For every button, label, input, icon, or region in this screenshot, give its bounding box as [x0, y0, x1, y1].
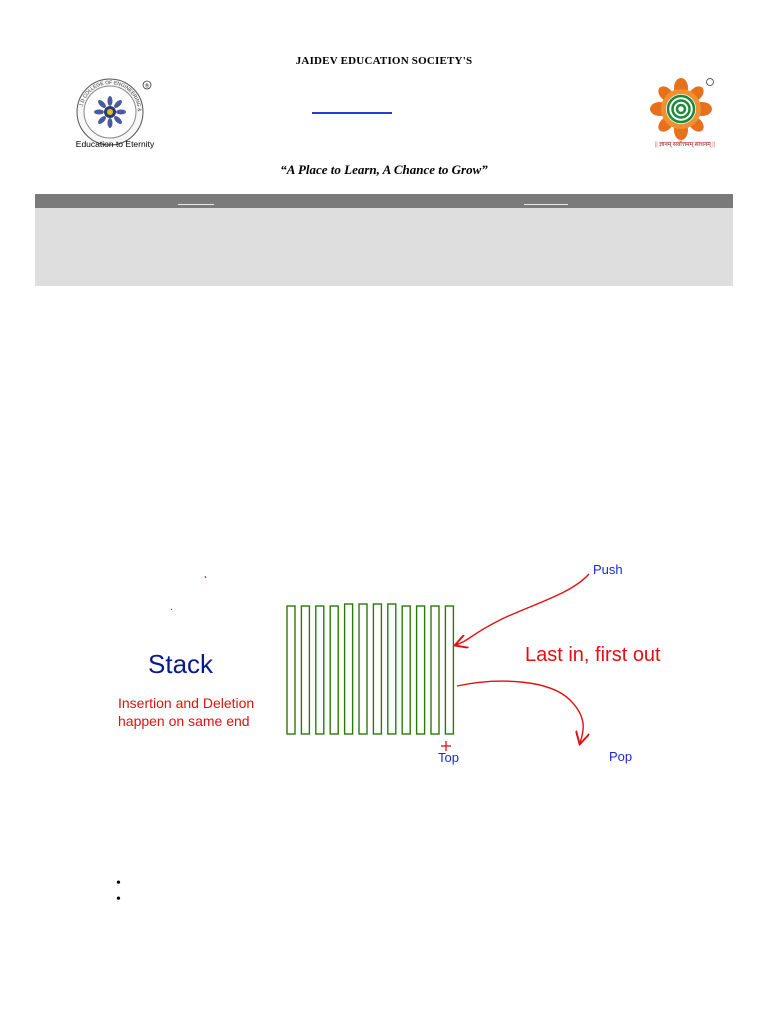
svg-text:J D COLLEGE OF ENGINEERING & M: J D COLLEGE OF ENGINEERING &: [78, 79, 143, 112]
stack-element: [417, 606, 425, 734]
stack-description-line1: Insertion and Deletion: [118, 695, 255, 711]
stack-element: [445, 606, 453, 734]
band-link-right[interactable]: [524, 204, 568, 205]
lifo-label: Last in, first out: [525, 644, 661, 666]
stack-title: Stack: [148, 649, 214, 679]
society-title: JAIDEV EDUCATION SOCIETY'S: [295, 55, 473, 67]
header-info-panel: [35, 208, 733, 286]
stack-element: [359, 604, 367, 734]
stack-element: [287, 606, 295, 734]
stack-element: [330, 606, 338, 734]
push-label: Push: [593, 562, 623, 577]
stack-element: [301, 606, 309, 734]
stack-element: [316, 606, 324, 734]
college-motto: Education to Eternity: [75, 139, 155, 149]
stack-diagram-svg: [100, 545, 700, 780]
pop-arrow: [457, 681, 583, 743]
stack-element: [345, 604, 353, 734]
bullet-list-item: •: [116, 892, 121, 907]
stack-element: [373, 604, 381, 734]
pop-label: Pop: [609, 749, 633, 764]
header-link-underline[interactable]: [312, 112, 392, 114]
top-label: Top: [438, 750, 459, 765]
bullet-list-item: •: [116, 876, 121, 891]
lotus-logo-icon: [646, 78, 716, 140]
stack-element: [431, 606, 439, 734]
header-band: [35, 194, 733, 208]
stray-mark: [171, 609, 172, 610]
stray-mark: [205, 576, 206, 578]
stack-description-line2: happen on same end: [118, 713, 250, 729]
stack-element: [402, 606, 410, 734]
band-link-left[interactable]: [178, 204, 214, 205]
stack-diagram: [100, 545, 700, 780]
stack-element: [388, 604, 396, 734]
push-arrow: [456, 574, 589, 645]
svg-text:®: ®: [144, 83, 150, 90]
sanskrit-motto: || ज्ञानम् सर्वोत्तमम् साधनम् ||: [655, 142, 715, 148]
lotus-logo: [646, 78, 716, 140]
tagline: “A Place to Learn, A Chance to Grow”: [280, 162, 488, 177]
stack-elements: [287, 604, 453, 734]
